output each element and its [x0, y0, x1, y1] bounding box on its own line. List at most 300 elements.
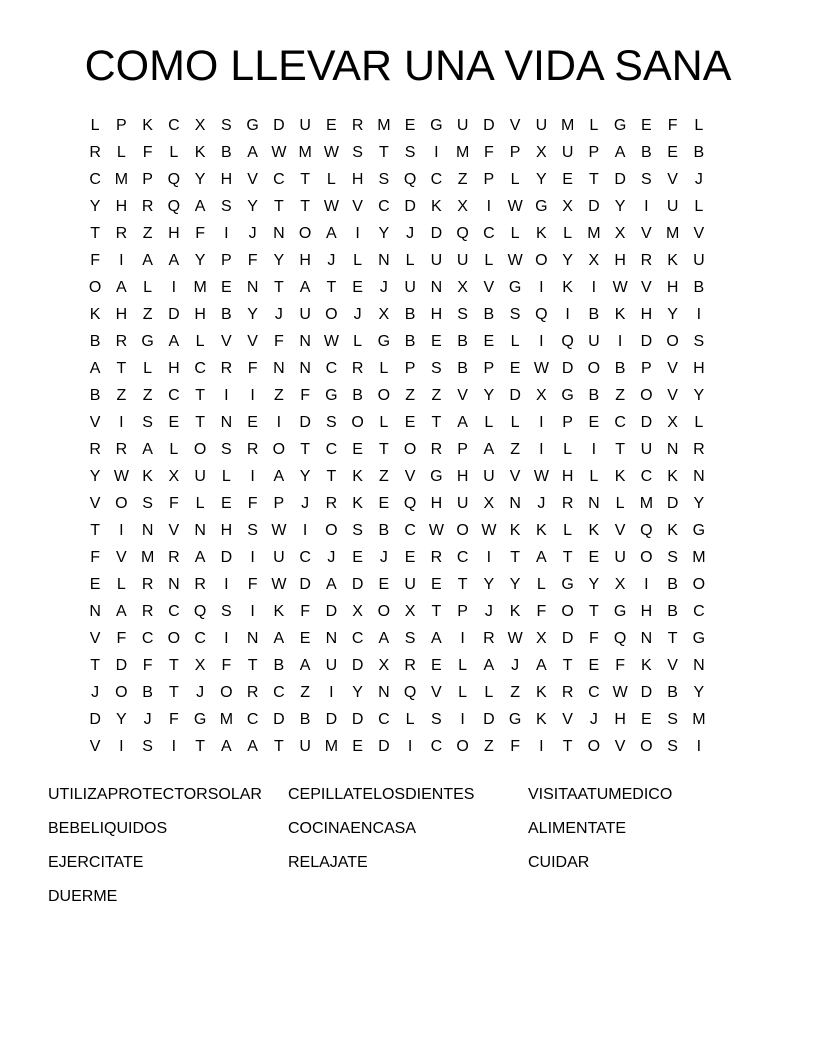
grid-letter: R — [561, 684, 574, 701]
grid-letter: C — [168, 603, 180, 620]
grid-letter: O — [325, 522, 338, 539]
grid-letter: Y — [273, 252, 285, 269]
grid-letter: I — [171, 279, 177, 296]
grid-letter: F — [116, 630, 127, 647]
grid-letter: N — [89, 603, 101, 620]
grid-letter: E — [431, 333, 442, 350]
grid-letter: C — [141, 630, 154, 647]
grid-letter: Y — [693, 684, 705, 701]
grid-letter: E — [588, 657, 600, 674]
grid-letter: Q — [167, 171, 181, 188]
grid-letter: X — [404, 603, 416, 620]
grid-letter: S — [509, 306, 521, 323]
grid-letter: R — [693, 441, 705, 458]
grid-letter: Y — [693, 387, 705, 404]
grid-letter: Z — [142, 387, 153, 404]
grid-letter: S — [693, 333, 705, 350]
grid-letter: O — [377, 603, 391, 620]
grid-letter: C — [273, 171, 285, 188]
grid-row — [82, 139, 734, 166]
grid-letter: O — [561, 603, 574, 620]
grid-letter: W — [323, 144, 339, 161]
grid-letter: D — [273, 711, 285, 728]
grid-letter: J — [379, 279, 388, 296]
grid-letter: P — [562, 414, 573, 431]
grid-letter: Z — [510, 441, 521, 458]
grid-letter: L — [458, 684, 468, 701]
grid-letter: R — [404, 657, 416, 674]
grid-letter: G — [613, 603, 627, 620]
grid-letter: L — [510, 225, 520, 242]
grid-letter: J — [537, 495, 546, 512]
grid-letter: X — [562, 198, 573, 215]
grid-letter: Z — [615, 387, 626, 404]
grid-letter: G — [246, 117, 259, 134]
grid-letter: V — [614, 522, 626, 539]
grid-letter: X — [614, 576, 626, 593]
grid-letter: S — [142, 738, 153, 755]
grid-letter: U — [299, 738, 311, 755]
grid-letter: X — [194, 117, 206, 134]
grid-row — [82, 247, 734, 274]
grid-letter: I — [539, 738, 544, 755]
grid-letter: G — [377, 333, 391, 350]
grid-letter: D — [614, 171, 626, 188]
grid-letter: O — [88, 279, 102, 296]
grid-letter: G — [535, 198, 548, 215]
grid-letter: O — [167, 630, 181, 647]
grid-letter: D — [509, 387, 521, 404]
grid-letter: T — [615, 441, 626, 458]
grid-letter: E — [326, 117, 337, 134]
grid-letter: K — [142, 468, 153, 485]
grid-letter: L — [143, 360, 153, 377]
grid-letter: P — [142, 171, 153, 188]
grid-letter: C — [168, 117, 180, 134]
grid-letter: M — [692, 711, 706, 728]
grid-letter: S — [404, 630, 416, 647]
grid-letter: I — [539, 441, 544, 458]
grid-letter: R — [640, 252, 653, 269]
grid-letter: S — [221, 441, 232, 458]
grid-letter: F — [90, 549, 101, 566]
grid-letter: W — [612, 279, 628, 296]
grid-letter: B — [89, 387, 101, 404]
grid-letter: T — [90, 657, 101, 674]
grid-letter: P — [588, 144, 600, 161]
word-list-item: RELAJATE — [288, 854, 368, 871]
grid-letter: B — [89, 333, 101, 350]
grid-letter: J — [379, 549, 388, 566]
grid-letter: V — [509, 468, 521, 485]
grid-letter: O — [351, 414, 364, 431]
grid-letter: L — [536, 576, 546, 593]
grid-letter: M — [193, 279, 207, 296]
grid-letter: R — [194, 576, 206, 593]
grid-letter: T — [562, 738, 573, 755]
grid-letter: R — [168, 549, 180, 566]
grid-letter: V — [667, 360, 678, 377]
grid-letter: Z — [116, 387, 127, 404]
grid-letter: L — [563, 225, 573, 242]
grid-letter: T — [273, 738, 284, 755]
grid-letter: J — [91, 684, 100, 701]
grid-letter: H — [115, 198, 128, 215]
grid-letter: B — [299, 711, 311, 728]
grid-letter: P — [483, 360, 495, 377]
word-list-item: COCINAENCASA — [288, 820, 417, 837]
grid-letter: R — [115, 333, 128, 350]
grid-letter: T — [457, 576, 468, 593]
grid-letter: T — [195, 387, 206, 404]
grid-letter: L — [195, 333, 205, 350]
grid-letter: V — [89, 738, 101, 755]
grid-letter: N — [273, 225, 285, 242]
grid-letter: Y — [378, 225, 390, 242]
grid-letter: D — [640, 333, 653, 350]
grid-letter: F — [247, 495, 258, 512]
grid-letter: Y — [194, 252, 206, 269]
grid-letter: A — [194, 198, 206, 215]
grid-letter: Y — [588, 576, 600, 593]
grid-letter: E — [509, 360, 521, 377]
grid-letter: D — [89, 711, 101, 728]
grid-row — [82, 355, 734, 382]
grid-letter: A — [247, 738, 258, 755]
grid-letter: D — [351, 657, 364, 674]
grid-letter: C — [246, 711, 259, 728]
grid-letter: K — [614, 468, 626, 485]
grid-letter: D — [115, 657, 128, 674]
grid-letter: X — [378, 657, 390, 674]
grid-letter: J — [589, 711, 598, 728]
grid-letter: I — [591, 279, 597, 296]
grid-letter: J — [484, 603, 493, 620]
grid-letter: A — [431, 630, 442, 647]
grid-letter: M — [587, 225, 601, 242]
grid-letter: N — [220, 414, 233, 431]
grid-letter: S — [667, 711, 678, 728]
grid-letter: E — [667, 144, 678, 161]
grid-letter: E — [431, 576, 442, 593]
grid-letter: W — [481, 522, 497, 539]
grid-letter: H — [194, 306, 206, 323]
grid-letter: R — [115, 441, 128, 458]
grid-letter: M — [114, 171, 129, 188]
grid-letter: E — [431, 657, 442, 674]
grid-letter: B — [588, 387, 600, 404]
grid-letter: Q — [561, 333, 574, 350]
grid-letter: E — [352, 441, 363, 458]
word-list — [48, 778, 788, 914]
grid-letter: I — [644, 576, 649, 593]
grid-letter: D — [299, 576, 311, 593]
grid-letter: V — [247, 171, 258, 188]
grid-letter: N — [430, 279, 443, 296]
grid-letter: A — [457, 414, 468, 431]
grid-letter: S — [457, 306, 468, 323]
grid-letter: N — [299, 333, 311, 350]
grid-letter: S — [221, 198, 232, 215]
grid-letter: K — [352, 468, 363, 485]
grid-letter: S — [431, 711, 442, 728]
grid-row — [82, 436, 734, 463]
grid-letter: A — [483, 441, 495, 458]
grid-letter: M — [140, 549, 155, 566]
grid-letter: A — [536, 657, 547, 674]
grid-letter: L — [589, 468, 599, 485]
grid-letter: I — [171, 738, 177, 755]
grid-letter: S — [404, 144, 416, 161]
grid-letter: E — [404, 117, 416, 134]
grid-letter: S — [221, 117, 232, 134]
grid-letter: E — [588, 549, 600, 566]
grid-letter: R — [115, 225, 128, 242]
grid-letter: M — [298, 144, 312, 161]
grid-letter: Y — [352, 684, 363, 701]
grid-row — [82, 598, 734, 625]
grid-letter: W — [271, 522, 287, 539]
grid-letter: A — [299, 279, 311, 296]
grid-letter: I — [119, 738, 124, 755]
grid-letter: V — [89, 495, 101, 512]
grid-letter: L — [405, 252, 415, 269]
grid-letter: F — [195, 225, 206, 242]
grid-letter: C — [640, 468, 653, 485]
grid-letter: B — [142, 684, 153, 701]
grid-letter: H — [693, 360, 705, 377]
grid-letter: S — [667, 549, 678, 566]
grid-letter: H — [220, 171, 233, 188]
grid-letter: N — [194, 522, 206, 539]
grid-letter: Q — [613, 630, 627, 647]
grid-letter: E — [641, 117, 652, 134]
grid-letter: R — [141, 603, 154, 620]
grid-letter: P — [221, 252, 232, 269]
grid-letter: D — [666, 495, 679, 512]
grid-letter: I — [539, 414, 544, 431]
grid-letter: I — [329, 684, 334, 701]
grid-letter: H — [430, 306, 443, 323]
grid-letter: J — [196, 684, 205, 701]
grid-letter: W — [323, 198, 339, 215]
grid-letter: E — [247, 414, 258, 431]
grid-letter: F — [168, 711, 179, 728]
grid-letter: P — [273, 495, 285, 512]
grid-letter: Y — [89, 198, 101, 215]
grid-letter: H — [115, 306, 128, 323]
grid-letter: C — [588, 684, 600, 701]
grid-letter: F — [247, 252, 258, 269]
grid-letter: U — [456, 117, 469, 134]
grid-letter: R — [89, 441, 101, 458]
grid-letter: P — [116, 117, 127, 134]
grid-letter: Y — [194, 171, 206, 188]
grid-letter: K — [89, 306, 101, 323]
grid-letter: W — [507, 630, 523, 647]
grid-letter: I — [486, 549, 492, 566]
grid-letter: I — [591, 441, 597, 458]
grid-letter: J — [327, 252, 336, 269]
grid-letter: Y — [483, 387, 495, 404]
grid-letter: U — [430, 252, 443, 269]
grid-letter: L — [458, 657, 468, 674]
grid-letter: Q — [193, 603, 207, 620]
grid-letter: L — [510, 171, 520, 188]
grid-letter: O — [640, 738, 653, 755]
grid-letter: Q — [403, 684, 417, 701]
grid-letter: T — [588, 171, 599, 188]
grid-letter: A — [483, 657, 495, 674]
grid-letter: O — [220, 684, 233, 701]
grid-letter: T — [326, 468, 337, 485]
grid-letter: H — [456, 468, 469, 485]
grid-letter: J — [511, 657, 520, 674]
grid-letter: I — [696, 306, 702, 323]
grid-letter: O — [535, 252, 548, 269]
grid-letter: S — [221, 603, 232, 620]
grid-letter: F — [221, 657, 232, 674]
grid-letter: Z — [405, 387, 416, 404]
grid-letter: D — [378, 738, 390, 755]
grid-letter: W — [271, 144, 287, 161]
grid-letter: K — [667, 252, 678, 269]
grid-letter: N — [299, 360, 311, 377]
grid-letter: Y — [483, 576, 495, 593]
grid-letter: U — [325, 657, 338, 674]
word-list-item: VISITAATUMEDICO — [528, 786, 673, 803]
grid-letter: B — [667, 684, 678, 701]
grid-letter: Y — [89, 468, 101, 485]
grid-letter: I — [250, 468, 255, 485]
grid-letter: V — [483, 279, 495, 296]
grid-letter: C — [194, 360, 206, 377]
grid-letter: D — [483, 117, 495, 134]
grid-letter: A — [326, 576, 337, 593]
grid-letter: N — [666, 441, 679, 458]
grid-letter: W — [113, 468, 129, 485]
grid-letter: M — [324, 738, 339, 755]
grid-letter: X — [483, 495, 495, 512]
grid-letter: I — [250, 603, 255, 620]
grid-letter: Z — [142, 306, 153, 323]
grid-letter: A — [194, 549, 206, 566]
grid-letter: H — [220, 522, 233, 539]
grid-letter: C — [430, 171, 443, 188]
grid-letter: T — [667, 630, 678, 647]
grid-letter: V — [431, 684, 442, 701]
grid-letter: D — [404, 198, 416, 215]
word-list-item: CEPILLATELOSDIENTES — [288, 786, 475, 803]
grid-letter: I — [460, 630, 465, 647]
grid-letter: V — [667, 171, 678, 188]
grid-letter: O — [587, 360, 601, 377]
grid-letter: T — [300, 441, 311, 458]
grid-letter: D — [220, 549, 233, 566]
grid-letter: G — [141, 333, 154, 350]
grid-letter: K — [536, 225, 547, 242]
grid-letter: L — [379, 414, 389, 431]
grid-letter: Q — [403, 171, 417, 188]
grid-letter: O — [640, 387, 653, 404]
grid-letter: B — [667, 603, 678, 620]
grid-row — [82, 490, 734, 517]
grid-letter: L — [195, 495, 205, 512]
grid-row — [82, 679, 734, 706]
grid-letter: G — [561, 576, 574, 593]
grid-letter: D — [640, 684, 653, 701]
grid-letter: L — [379, 360, 389, 377]
grid-letter: E — [483, 333, 495, 350]
grid-letter: D — [430, 225, 443, 242]
grid-letter: B — [693, 279, 705, 296]
grid-letter: A — [273, 468, 285, 485]
grid-letter: C — [299, 549, 311, 566]
grid-letter: C — [351, 630, 364, 647]
grid-letter: O — [587, 738, 601, 755]
grid-letter: J — [274, 306, 283, 323]
grid-row — [82, 409, 734, 436]
grid-letter: U — [666, 198, 679, 215]
grid-letter: P — [641, 360, 652, 377]
grid-letter: F — [510, 738, 521, 755]
grid-letter: N — [246, 279, 259, 296]
grid-letter: Z — [378, 468, 389, 485]
grid-letter: B — [641, 144, 652, 161]
grid-letter: T — [378, 441, 389, 458]
grid-letter: X — [168, 468, 180, 485]
grid-row — [82, 463, 734, 490]
grid-letter: Q — [167, 198, 181, 215]
grid-letter: W — [507, 252, 523, 269]
grid-letter: I — [119, 252, 124, 269]
grid-letter: A — [142, 441, 153, 458]
grid-letter: O — [666, 333, 679, 350]
grid-letter: Q — [640, 522, 653, 539]
grid-letter: Z — [431, 387, 442, 404]
grid-letter: V — [562, 711, 573, 728]
grid-letter: E — [352, 738, 363, 755]
grid-letter: N — [273, 360, 285, 377]
grid-letter: F — [247, 576, 258, 593]
grid-letter: K — [641, 657, 652, 674]
grid-letter: V — [116, 549, 127, 566]
grid-letter: X — [457, 198, 468, 215]
grid-letter: T — [273, 279, 284, 296]
grid-letter: W — [533, 468, 549, 485]
grid-letter: Y — [116, 711, 127, 728]
grid-letter: V — [89, 630, 101, 647]
grid-letter: E — [352, 549, 363, 566]
grid-letter: V — [641, 279, 652, 296]
grid-row — [82, 166, 734, 193]
grid-letter: I — [644, 198, 649, 215]
grid-letter: C — [378, 711, 390, 728]
grid-letter: R — [351, 360, 364, 377]
grid-letter: L — [563, 522, 573, 539]
grid-letter: Y — [693, 495, 705, 512]
grid-letter: M — [560, 117, 575, 134]
grid-letter: B — [404, 306, 416, 323]
grid-letter: D — [351, 576, 364, 593]
grid-row — [82, 706, 734, 733]
grid-letter: N — [509, 495, 521, 512]
grid-letter: D — [273, 117, 285, 134]
grid-letter: S — [142, 414, 153, 431]
grid-letter: J — [353, 306, 362, 323]
grid-letter: E — [378, 495, 390, 512]
grid-letter: V — [667, 387, 678, 404]
